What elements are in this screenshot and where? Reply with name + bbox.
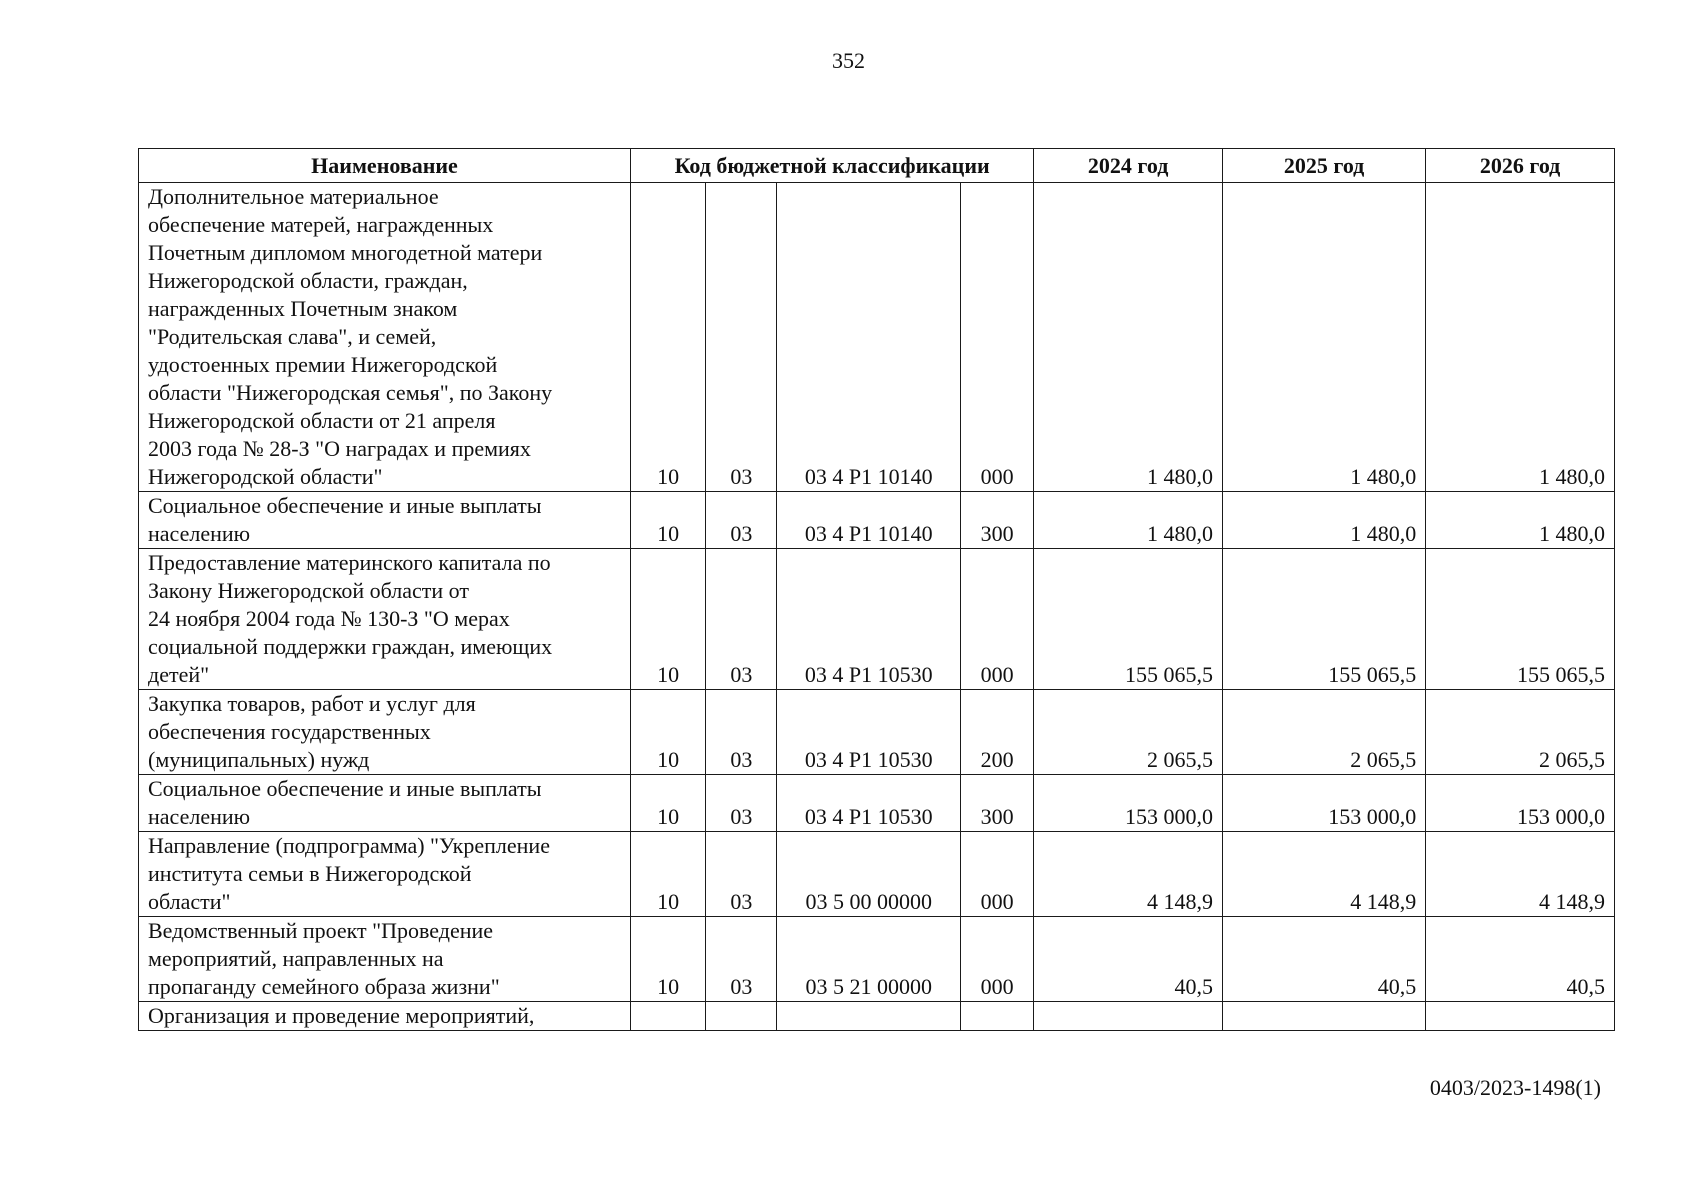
table-row (139, 917, 1615, 1002)
table-row (139, 549, 1615, 690)
row-target: 03 5 00 00000 (777, 832, 961, 917)
row-subsection: 03 (706, 492, 777, 549)
page-number: 352 (832, 48, 865, 73)
row-2025: 155 065,5 (1223, 549, 1426, 690)
row-2024: 2 065,5 (1034, 690, 1223, 775)
row-section: 10 (631, 549, 706, 690)
row-subsection: 03 (706, 832, 777, 917)
header-name: Наименование (139, 149, 631, 183)
row-type: 300 (961, 492, 1034, 549)
row-2026: 1 480,0 (1426, 183, 1615, 492)
row-name: Ведомственный проект "Проведение мероприятий, направленных на пропаганду семейного образа жизни" (139, 917, 631, 1002)
table-row (139, 775, 1615, 832)
row-type: 000 (961, 549, 1034, 690)
row-section: 10 (631, 183, 706, 492)
table-row-partial (139, 1002, 1615, 1031)
row-2025 (1223, 1002, 1426, 1031)
row-2024: 1 480,0 (1034, 492, 1223, 549)
row-2025: 1 480,0 (1223, 183, 1426, 492)
row-target: 03 4 P1 10530 (777, 775, 961, 832)
row-target (777, 1002, 961, 1031)
row-2024: 4 148,9 (1034, 832, 1223, 917)
budget-table (138, 148, 1615, 1031)
row-target: 03 5 21 00000 (777, 917, 961, 1002)
header-2026: 2026 год (1426, 149, 1615, 183)
header-2024: 2024 год (1034, 149, 1223, 183)
row-subsection: 03 (706, 183, 777, 492)
row-name: Направление (подпрограмма) "Укрепление института семьи в Нижегородской области" (139, 832, 631, 917)
table-row (139, 183, 1615, 492)
row-section: 10 (631, 690, 706, 775)
table-row (139, 690, 1615, 775)
row-name: Закупка товаров, работ и услуг для обеспечения государственных (муниципальных) нужд (139, 690, 631, 775)
row-2026: 155 065,5 (1426, 549, 1615, 690)
row-target: 03 4 P1 10530 (777, 690, 961, 775)
row-section: 10 (631, 917, 706, 1002)
row-name: Предоставление материнского капитала по Закону Нижегородской области от 24 ноября 2004 года № 130-З "О мерах социальной поддержки граждан, имеющих детей" (139, 549, 631, 690)
row-type (961, 1002, 1034, 1031)
row-subsection: 03 (706, 917, 777, 1002)
row-section: 10 (631, 775, 706, 832)
row-name: Дополнительное материальное обеспечение матерей, награжденных Почетным дипломом многодетной матери Нижегородской области, граждан, награжденных Почетным знаком "Родительская слава", и семей, удостоенных премии Нижегородской области "Нижегородская семья", по Закону Нижегородской области от 21 апреля 2003 года № 28-З "О наградах и премиях Нижегородской области" (139, 183, 631, 492)
table-row (139, 832, 1615, 917)
row-subsection (706, 1002, 777, 1031)
header-2025: 2025 год (1223, 149, 1426, 183)
row-2024: 155 065,5 (1034, 549, 1223, 690)
row-type: 000 (961, 917, 1034, 1002)
header-code: Код бюджетной классификации (631, 149, 1034, 183)
row-target: 03 4 P1 10140 (777, 183, 961, 492)
row-target: 03 4 P1 10140 (777, 492, 961, 549)
row-2026: 40,5 (1426, 917, 1615, 1002)
row-2024: 1 480,0 (1034, 183, 1223, 492)
row-section: 10 (631, 832, 706, 917)
table-header-row (139, 149, 1615, 183)
row-section: 10 (631, 492, 706, 549)
row-2025: 2 065,5 (1223, 690, 1426, 775)
row-subsection: 03 (706, 549, 777, 690)
row-2025: 153 000,0 (1223, 775, 1426, 832)
row-type: 300 (961, 775, 1034, 832)
row-2024: 40,5 (1034, 917, 1223, 1002)
document-id: 0403/2023-1498(1) (1429, 1075, 1601, 1100)
row-2026: 4 148,9 (1426, 832, 1615, 917)
table-row (139, 492, 1615, 549)
row-type: 000 (961, 832, 1034, 917)
row-2026: 2 065,5 (1426, 690, 1615, 775)
row-2024: 153 000,0 (1034, 775, 1223, 832)
row-subsection: 03 (706, 775, 777, 832)
row-name: Социальное обеспечение и иные выплаты населению (139, 492, 631, 549)
row-type: 200 (961, 690, 1034, 775)
row-name: Организация и проведение мероприятий, (139, 1002, 631, 1031)
row-2026: 153 000,0 (1426, 775, 1615, 832)
row-2025: 40,5 (1223, 917, 1426, 1002)
row-2025: 4 148,9 (1223, 832, 1426, 917)
row-name: Социальное обеспечение и иные выплаты населению (139, 775, 631, 832)
row-2024 (1034, 1002, 1223, 1031)
row-target: 03 4 P1 10530 (777, 549, 961, 690)
row-type: 000 (961, 183, 1034, 492)
row-subsection: 03 (706, 690, 777, 775)
row-2025: 1 480,0 (1223, 492, 1426, 549)
row-2026 (1426, 1002, 1615, 1031)
row-2026: 1 480,0 (1426, 492, 1615, 549)
row-section (631, 1002, 706, 1031)
